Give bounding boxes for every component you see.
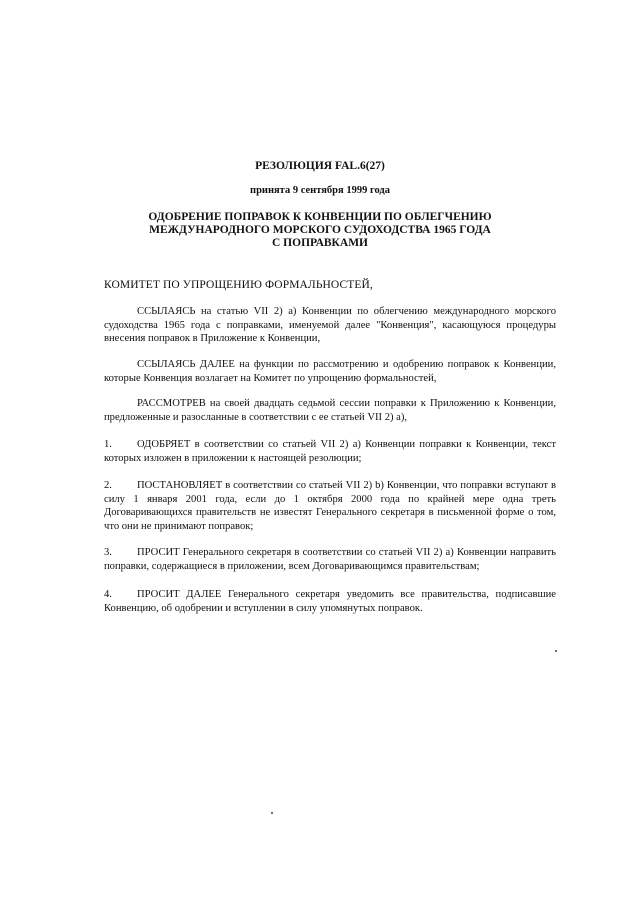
preamble-paragraph: ССЫЛАЯСЬ на статью VII 2) а) Конвенции по облегчению международного морского судоходства 1965 года с поправками, именуемой далее "Конвенция", касающуюся процедуры внесения поправок в Приложение к Конвенции, (104, 306, 556, 345)
paragraph-text: ПОСТАНОВЛЯЕТ в соответствии со статьей VII 2) b) Конвенции, что поправки вступают в силу 1 января 2001 года, если до 1 октября 2000 года по крайней мере одна треть Договаривающихся правительств не известят Генерального секретаря в письменной форме о том, что они не принимают поправок; (104, 480, 556, 532)
preamble-paragraph: ССЫЛАЯСЬ ДАЛЕЕ на функции по рассмотрению и одобрению поправок к Конвенции, которые Конвенция возлагает на Комитет по упрощению формальностей, (104, 359, 556, 384)
paragraph-text: ОДОБРЯЕТ в соответствии со статьей VII 2) а) Конвенции поправки к Конвенции, текст которых изложен в приложении к настоящей резолюции; (104, 439, 556, 464)
scan-speck (555, 650, 557, 652)
operative-paragraph (104, 546, 556, 573)
paragraph-text: ПРОСИТ Генерального секретаря в соответствии со статьей VII 2) а) Конвенции направить поправки, содержащиеся в приложении, всем Договаривающимся правительствам; (104, 547, 556, 572)
resolution-number: РЕЗОЛЮЦИЯ FAL.6(27) (255, 160, 385, 172)
paragraph-number: 4. (104, 589, 112, 600)
committee-heading: КОМИТЕТ ПО УПРОЩЕНИЮ ФОРМАЛЬНОСТЕЙ, (104, 279, 373, 291)
paragraph-text: ПРОСИТ ДАЛЕЕ Генерального секретаря уведомить все правительства, подписавшие Конвенцию, об одобрении и вступлении в силу упомянутых поправок. (104, 589, 556, 614)
resolution-title-line: С ПОПРАВКАМИ (272, 237, 368, 249)
paragraph-number: 2. (104, 480, 112, 491)
resolution-title-line: ОДОБРЕНИЕ ПОПРАВОК К КОНВЕНЦИИ ПО ОБЛЕГЧЕНИЮ (148, 211, 492, 223)
operative-paragraph (104, 438, 556, 465)
resolution-title (0, 211, 640, 250)
scan-speck (271, 812, 273, 814)
paragraph-number: 1. (104, 439, 112, 450)
paragraph-number: 3. (104, 547, 112, 558)
operative-paragraph (104, 588, 556, 615)
operative-paragraph (104, 479, 556, 533)
adoption-date: принята 9 сентября 1999 года (250, 185, 390, 196)
preamble-paragraph: РАССМОТРЕВ на своей двадцать седьмой сессии поправки к Приложению к Конвенции, предложенные и разосланные в соответствии с ее статьей VII 2) а), (104, 398, 556, 423)
resolution-title-line: МЕЖДУНАРОДНОГО МОРСКОГО СУДОХОДСТВА 1965 ГОДА (149, 224, 491, 236)
